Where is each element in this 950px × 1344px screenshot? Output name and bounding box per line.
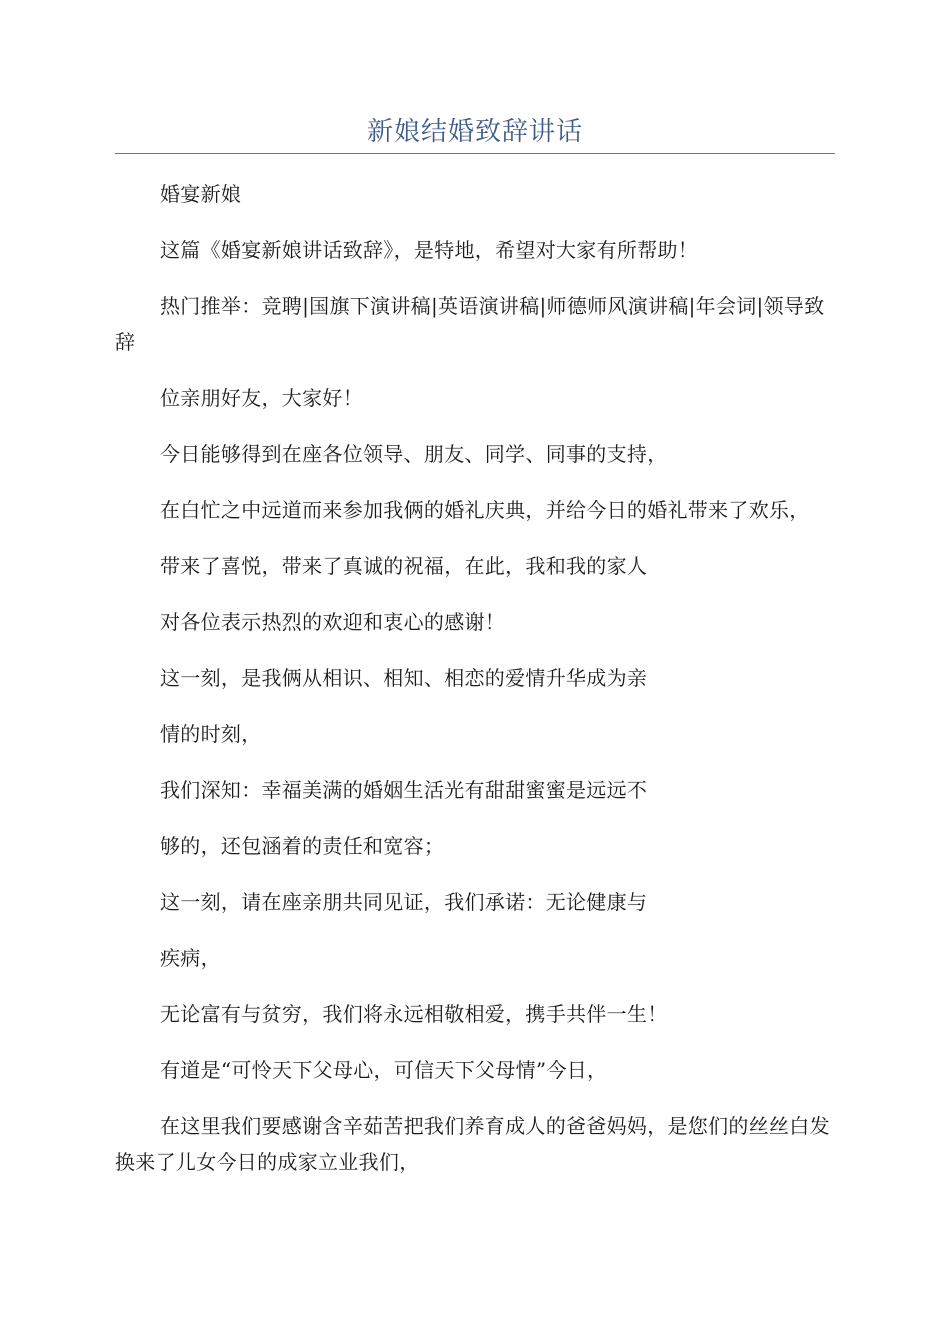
paragraph: 在白忙之中远道而来参加我俩的婚礼庆典，并给今日的婚礼带来了欢乐， [160,498,810,522]
paragraph: 有道是“可怜天下父母心，可信天下父母情”今日， [160,1058,608,1082]
paragraph: 够的，还包涵着的责任和宽容； [160,834,445,858]
document-body [115,176,835,1180]
paragraph: 疾病， [160,946,221,970]
paragraph: 无论富有与贫穷，我们将永远相敬相爱，携手共伴一生！ [160,1002,668,1026]
paragraph: 这篇《婚宴新娘讲话致辞》，是特地，希望对大家有所帮助！ [160,238,699,262]
document-title: 新娘结婚致辞讲话 [366,117,583,147]
paragraph: 情的时刻， [160,722,262,746]
paragraph: 位亲朋好友，大家好！ [160,386,363,410]
paragraph: 婚宴新娘 [160,182,242,206]
paragraph: 对各位表示热烈的欢迎和衷心的感谢！ [160,610,506,634]
paragraph: 这一刻，是我俩从相识、相知、相恋的爱情升华成为亲 [160,666,648,690]
paragraph: 带来了喜悦，带来了真诚的祝福，在此，我和我的家人 [160,554,648,578]
paragraph: 热门推举：竞聘|国旗下演讲稿|英语演讲稿|师德师风演讲稿|年会词|领导致辞 [115,294,825,354]
paragraph: 这一刻，请在座亲朋共同见证，我们承诺：无论健康与 [160,890,648,914]
paragraph: 在这里我们要感谢含辛茹苦把我们养育成人的爸爸妈妈，是您们的丝丝白发换来了儿女今日的成家立业我们， [115,1114,830,1174]
paragraph: 今日能够得到在座各位领导、朋友、同学、同事的支持， [160,442,668,466]
paragraph: 我们深知：幸福美满的婚姻生活光有甜甜蜜蜜是远远不 [160,778,648,802]
title-underline [115,153,835,154]
